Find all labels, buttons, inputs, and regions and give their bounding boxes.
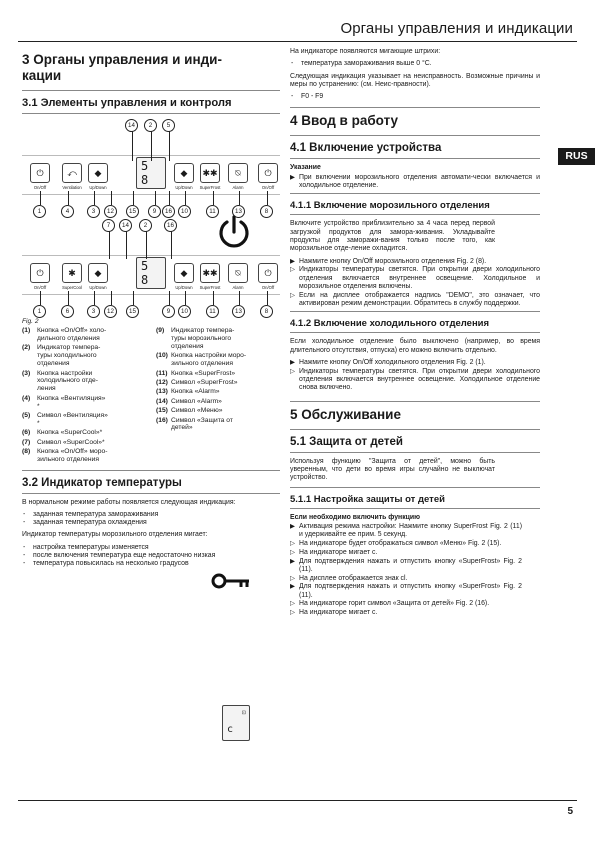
list-item: - заданная температура замораживания (22, 511, 280, 519)
button-glyph-icon: ⏻ (264, 167, 272, 178)
section-4-title: 4 Ввод в работу (290, 113, 399, 129)
legend-item (156, 327, 280, 351)
section-5-1-title: 5.1 Защита от детей (290, 435, 403, 448)
legend-item (156, 417, 280, 433)
callout-leader (169, 131, 170, 161)
callout-10: 10 (178, 305, 191, 318)
note (290, 174, 540, 191)
callout-leader (169, 191, 170, 205)
divider (290, 193, 540, 194)
callout-leader (185, 291, 186, 305)
divider (290, 401, 540, 402)
divider (290, 214, 540, 215)
callout-7: 7 (102, 219, 115, 232)
legend-item (22, 448, 146, 464)
note-item: ▶ При включении морозильного отделения автомати-чески включается и холодильное отделение. (290, 173, 540, 190)
callout-4: 4 (61, 205, 74, 218)
list-item: - заданная температура охлаждения (22, 519, 280, 527)
instruction-item (290, 258, 540, 266)
page-header (18, 14, 577, 42)
callout-10: 10 (178, 205, 191, 218)
button-label: On/Off (33, 185, 47, 190)
callout-leader (133, 291, 134, 305)
instruction-item (290, 575, 522, 583)
legend-text: Кнопка «On/Off» холо- дильного отделения (37, 327, 107, 342)
button-glyph-icon: ✱ (68, 267, 76, 278)
panel-button-5[interactable] (228, 263, 248, 283)
legend-text: Кнопка «On/Off» моро- зильного отделения (37, 448, 108, 464)
section-4-1-title: 4.1 Включение устройства (290, 142, 442, 155)
instruction-item (290, 266, 540, 291)
button-glyph-icon: ⏻ (264, 267, 272, 278)
callout-12: 12 (104, 305, 117, 318)
action-arrow-icon: ▶ (290, 557, 295, 565)
instruction-list (290, 258, 540, 309)
section-3-title: 3 Органы управления и инди- кации (22, 52, 222, 83)
result-arrow-icon: ▷ (290, 600, 295, 608)
result-arrow-icon: ▷ (290, 367, 295, 375)
instruction-item (290, 292, 540, 309)
list-item: - температура повысилась на несколько градусов (22, 560, 280, 568)
legend-number: (6) (22, 429, 31, 437)
legend-number: (8) (22, 448, 31, 456)
button-label: Alarm (232, 185, 244, 190)
callout-leader (151, 131, 152, 161)
legend-number: (9) (156, 327, 165, 334)
button-label: SuperFrost (199, 185, 221, 190)
button-glyph-icon: ◆ (180, 167, 188, 178)
legend-number: (4) (22, 394, 31, 402)
legend-item (156, 370, 280, 378)
page-title: Органы управления и индикации (340, 20, 573, 37)
divider (290, 158, 540, 159)
callout-leader (169, 291, 170, 305)
callout-leader (239, 291, 240, 305)
legend-item (22, 327, 146, 343)
divider (290, 311, 540, 312)
button-label: On/Off (261, 185, 275, 190)
page-number: 5 (567, 806, 573, 817)
callout-leader (40, 191, 41, 205)
legend-text: Кнопка настройки холодильного отде- ления (37, 369, 98, 393)
callout-leader (171, 231, 172, 259)
divider (290, 508, 540, 509)
callout-leader (155, 191, 156, 205)
callout-16: 16 (164, 219, 177, 232)
button-glyph-icon: ⤺ (67, 167, 77, 178)
legend-number: (15) (156, 407, 168, 415)
callout-leader (94, 191, 95, 205)
legend-text: Кнопка «Вентиляция» * (37, 394, 106, 410)
callout-2: 2 (144, 119, 157, 132)
button-label: Up/Down (175, 185, 193, 190)
right-column (290, 48, 540, 621)
legend-item (156, 352, 280, 368)
callout-15: 15 (126, 305, 139, 318)
instruction-text: Индикаторы температуры светятся. При открытии двери холодильного отделения включается внутреннее освещение. Холодильное и морозильное отделения включены. (299, 266, 540, 290)
callout-3: 3 (87, 305, 100, 318)
callout-2: 2 (139, 219, 152, 232)
legend-item (22, 370, 146, 394)
paragraph: Используя функцию "Защита от детей", можно быть уверенным, что дети во время игры случайно не выключат устройство. (290, 457, 495, 482)
button-glyph-icon: ✱✱ (202, 267, 218, 278)
list-item: - после включения температура еще недостаточно низкая (22, 552, 280, 560)
panel-button-1[interactable] (62, 163, 82, 183)
callout-leader (213, 191, 214, 205)
legend-item (22, 344, 146, 368)
bullet-list (22, 511, 280, 528)
result-arrow-icon: ▷ (290, 609, 295, 617)
callout-leader (146, 231, 147, 259)
list-item: - F0 - F9 (290, 93, 540, 101)
instruction-text: Активация режима настройки: Нажмите кнопку SuperFrost Fig. 2 (11) и удерживайте ее прим. 5 секунд. (299, 522, 522, 539)
button-glyph-icon: ⏻ (36, 167, 44, 178)
button-label: Up/Down (89, 185, 107, 190)
power-icon (217, 214, 251, 250)
instruction-text: Нажмите кнопку On/Off холодильного отделения Fig. 2 (1). (299, 358, 486, 366)
callout-leader (133, 191, 134, 205)
bullet-list (22, 544, 280, 569)
panel-button-0[interactable] (30, 163, 50, 183)
legend-text: Кнопка настройки моро- зильного отделения (171, 352, 247, 368)
callout-leader (126, 231, 127, 259)
callout-leader (111, 191, 112, 205)
legend-right (156, 327, 280, 466)
panel-button-2[interactable] (88, 163, 108, 183)
divider (290, 429, 540, 430)
legend-text: Кнопка «SuperCool»* (37, 429, 103, 437)
lock-display-char: c (227, 724, 234, 735)
action-arrow-icon: ▶ (290, 583, 295, 591)
divider (22, 493, 280, 494)
instruction-item (290, 600, 522, 608)
instruction-list (290, 359, 540, 393)
callout-leader (185, 191, 186, 205)
legend-number: (13) (156, 388, 168, 396)
legend-text: Символ «Защита от детей» (171, 416, 233, 432)
instruction-text: На индикаторе будет отображаться символ «Меню» Fig. 2 (15). (299, 539, 502, 547)
lead-text: Если необходимо включить функцию (290, 513, 421, 521)
key-icon (211, 572, 251, 590)
result-arrow-icon: ▷ (290, 574, 295, 582)
divider (22, 113, 280, 114)
instruction-item (290, 368, 540, 393)
divider (290, 452, 540, 453)
legend-text: Кнопка «Alarm» (171, 388, 220, 396)
callout-leader (239, 191, 240, 205)
divider (22, 90, 280, 91)
button-glyph-icon: ◆ (94, 267, 102, 278)
instruction-item (290, 523, 522, 540)
child-lock-display (222, 705, 250, 741)
instruction-text: Нажмите кнопку On/Off морозильного отделения Fig. 2 (8). (299, 257, 487, 265)
section-5-1-1-title: 5.1.1 Настройка защиты от детей (290, 493, 445, 505)
callout-14: 14 (119, 219, 132, 232)
callout-1: 1 (33, 205, 46, 218)
legend-text: Символ «Меню» (171, 407, 223, 415)
result-arrow-icon: ▷ (290, 548, 295, 556)
result-arrow-icon: ▷ (290, 539, 295, 547)
instruction-item (290, 609, 522, 617)
callout-11: 11 (206, 305, 219, 318)
legend-number: (2) (22, 344, 31, 352)
paragraph: Включите устройство приблизительно за 4 часа перед первой загрузкой продуктов для замора-живания. Укладывайте продукты для заморажи-вания только после того, как морозильное отде-ление охладится. (290, 220, 495, 253)
callout-6: 6 (61, 305, 74, 318)
callout-leader (267, 291, 268, 305)
divider (22, 470, 280, 471)
legend-number: (7) (22, 438, 31, 446)
panel-button-4[interactable] (200, 263, 220, 283)
legend-left (22, 327, 146, 466)
action-arrow-icon: ▶ (290, 257, 295, 265)
instruction-item (290, 359, 540, 367)
instruction-text: Индикаторы температуры светятся. При открытии двери холодильного отделения включается внутреннее освещение. Холодильное отделение снова включено. (299, 367, 540, 392)
legend-item (156, 388, 280, 396)
button-glyph-icon: ◆ (94, 167, 102, 178)
callout-8: 8 (260, 205, 273, 218)
callout-leader (68, 191, 69, 205)
callout-9: 9 (148, 205, 161, 218)
section-4-1-1-title: 4.1.1 Включение морозильного отделения (290, 200, 490, 212)
button-glyph-icon: ✱✱ (202, 167, 218, 178)
button-label: On/Off (261, 285, 275, 290)
panel-button-5[interactable] (228, 163, 248, 183)
footer-rule (18, 800, 577, 801)
callout-leader (111, 291, 112, 305)
note-title: Указание (290, 164, 321, 172)
button-label: SuperFrost (199, 285, 221, 290)
panel-button-6[interactable] (258, 163, 278, 183)
legend-text: Символ «Alarm» (171, 397, 222, 405)
panel-button-6[interactable] (258, 263, 278, 283)
result-arrow-icon: ▷ (290, 266, 295, 274)
action-arrow-icon: ▶ (290, 522, 295, 530)
callout-leader (132, 131, 133, 161)
temperature-display: 5 8 (136, 257, 166, 289)
instruction-text: Для подтверждения нажать и отпустить кнопку «SuperFrost» Fig. 2 (11). (299, 583, 522, 599)
legend-number: (14) (156, 397, 168, 405)
button-label: Up/Down (89, 285, 107, 290)
callout-leader (68, 291, 69, 305)
instruction-text: На индикаторе мигает c. (299, 548, 378, 556)
lock-symbol: ⊡ (241, 710, 246, 716)
figure-caption: Fig. 2 (22, 318, 39, 325)
legend-number: (10) (156, 352, 168, 360)
callout-12: 12 (104, 205, 117, 218)
button-glyph-icon: ◆ (180, 267, 188, 278)
instruction-text: На дисплее отображается знак cl. (299, 574, 408, 582)
legend-number: (11) (156, 369, 168, 377)
callout-16: 16 (162, 205, 175, 218)
bullet-list (290, 93, 540, 101)
callout-leader (267, 191, 268, 205)
callout-5: 5 (162, 119, 175, 132)
divider (290, 487, 540, 488)
paragraph: Если холодильное отделение было выключено (например, во время длительного отсутствия, отпуска) его можно включить отдельно. (290, 338, 540, 354)
legend-text: Символ «Вентиляция» * (37, 412, 108, 427)
divider (290, 332, 540, 333)
divider (290, 135, 540, 136)
button-label: Ventilation (62, 185, 82, 190)
instruction-list (290, 523, 522, 618)
legend-text: Индикатор темпера- туры морозильного отделения (171, 327, 235, 350)
callout-14: 14 (125, 119, 138, 132)
button-glyph-icon: ⏻ (36, 267, 44, 278)
callout-8: 8 (260, 305, 273, 318)
button-label: Alarm (232, 285, 244, 290)
divider (290, 107, 540, 108)
instruction-text: На индикаторе мигает c. (299, 609, 378, 617)
panel-button-3[interactable] (174, 263, 194, 283)
instruction-text: Если на дисплее отображается надпись "DEMO", это означает, что активирован режим демонстрации. Обратитесь в службу поддержки. (299, 291, 540, 308)
instruction-item (290, 540, 522, 548)
legend-number: (16) (156, 416, 168, 424)
legend-item (156, 407, 280, 415)
paragraph: На индикаторе появляются мигающие штрихи: (290, 48, 441, 55)
button-label: SuperCool (62, 285, 82, 290)
instruction-text: Для подтверждения нажать и отпустить кнопку «SuperFrost» Fig. 2 (11). (299, 557, 522, 573)
legend-item (22, 412, 146, 428)
callout-1: 1 (33, 305, 46, 318)
legend-number: (12) (156, 378, 168, 386)
list-item: - температура замораживания выше 0 °C. (290, 60, 540, 68)
panel-button-4[interactable] (200, 163, 220, 183)
legend-text: Индикатор темпера- туры холодильного отделения (37, 344, 101, 368)
instruction-item (290, 583, 522, 600)
legend-item (22, 395, 146, 411)
panel-button-0[interactable] (30, 263, 50, 283)
section-5-title: 5 Обслуживание (290, 406, 401, 422)
control-panel-1 (22, 119, 280, 215)
legend-number: (5) (22, 412, 31, 420)
callout-11: 11 (206, 205, 219, 218)
section-4-1-2-title: 4.1.2 Включение холодильного отделения (290, 318, 490, 330)
paragraph: Индикатор температуры морозильного отделения мигает: (22, 531, 208, 539)
bullet-list (290, 60, 540, 68)
section-3-2-title: 3.2 Индикатор температуры (22, 476, 182, 489)
legend-text: Символ «SuperFrost» (171, 378, 238, 386)
button-label: On/Off (33, 285, 47, 290)
list-item: - настройка температуры изменяется (22, 544, 280, 552)
arrow-icon: ▶ (290, 173, 295, 181)
callout-3: 3 (87, 205, 100, 218)
button-glyph-icon: ⍉ (235, 167, 241, 178)
callout-15: 15 (126, 205, 139, 218)
callout-leader (109, 231, 110, 259)
callout-13: 13 (232, 305, 245, 318)
legend-text: Символ «SuperCool»* (37, 438, 105, 446)
result-arrow-icon: ▷ (290, 291, 295, 299)
instruction-text: На индикаторе горит символ «Защита от детей» Fig. 2 (16). (299, 600, 490, 608)
button-label: Up/Down (175, 285, 193, 290)
temperature-display: 5 8 (136, 157, 166, 189)
callout-9: 9 (162, 305, 175, 318)
legend-item (156, 398, 280, 406)
panel-button-3[interactable] (174, 163, 194, 183)
legend-item (22, 439, 146, 447)
panel-button-2[interactable] (88, 263, 108, 283)
legend-item (156, 379, 280, 387)
callout-leader (94, 291, 95, 305)
legend-number: (1) (22, 327, 31, 334)
left-column (22, 48, 280, 573)
section-3-1-title: 3.1 Элементы управления и контроля (22, 97, 232, 109)
language-tab: RUS (558, 148, 595, 165)
figure-legend (22, 327, 280, 466)
callout-13: 13 (232, 205, 245, 218)
instruction-item (290, 549, 522, 557)
paragraph: В нормальном режиме работы появляется следующая индикация: (22, 498, 236, 506)
callout-leader (213, 291, 214, 305)
button-glyph-icon: ⍉ (235, 267, 241, 278)
legend-item (22, 429, 146, 437)
paragraph: Следующая индикация указывает на неисправность. Возможные причины и меры по устранению: (см. Неис-правности). (290, 72, 540, 88)
legend-text: Кнопка «SuperFrost» (171, 369, 236, 377)
instruction-item (290, 558, 522, 575)
panel-button-1[interactable] (62, 263, 82, 283)
action-arrow-icon: ▶ (290, 358, 295, 366)
legend-number: (3) (22, 369, 31, 377)
callout-leader (40, 291, 41, 305)
